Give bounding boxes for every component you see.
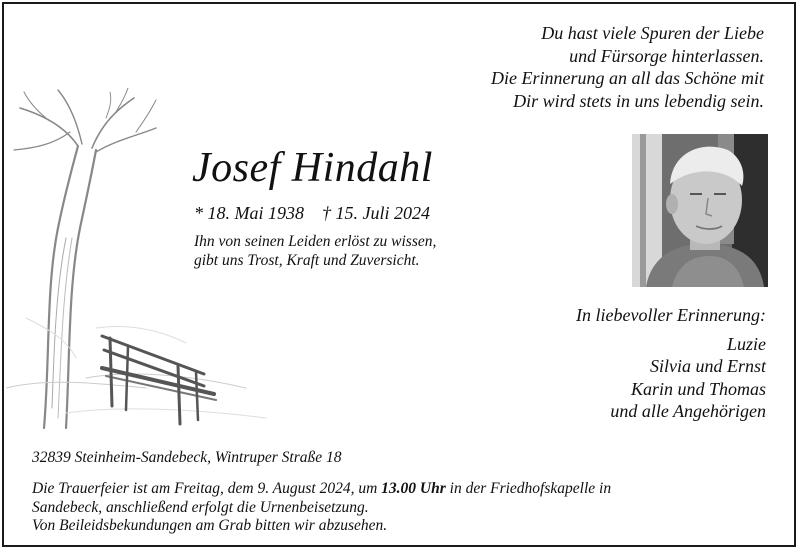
poem: [344, 22, 764, 112]
life-dates: [194, 203, 430, 224]
poem-line: und Fürsorge hinterlassen.: [569, 45, 764, 66]
mourners-heading: In liebevoller Erinnerung:: [576, 305, 766, 325]
funeral-line-1: [32, 480, 772, 499]
deceased-name: Josef Hindahl: [192, 145, 433, 191]
death-date: † 15. Juli 2024: [322, 203, 430, 223]
comfort-quote: [194, 232, 436, 270]
poem-line: Die Erinnerung an all das Schöne mit: [491, 68, 764, 88]
birth-date: * 18. Mai 1938: [194, 203, 304, 223]
family-address: 32839 Steinheim-Sandebeck, Wintruper Straße 18: [32, 449, 342, 466]
funeral-text: Die Trauerfeier ist am Freitag, dem 9. August 2024, um: [32, 480, 382, 497]
funeral-time: 13.00 Uhr: [381, 480, 446, 497]
mourner-name: und alle Angehörigen: [610, 401, 766, 421]
funeral-line-2: Sandebeck, anschließend erfolgt die Urnenbeisetzung.: [32, 498, 369, 516]
funeral-text: in der Friedhofskapelle in: [445, 480, 612, 497]
mourner-name: Luzie: [726, 333, 766, 354]
mourners-block: [466, 304, 766, 423]
poem-line: Dir wird stets in uns lebendig sein.: [513, 90, 764, 111]
funeral-line-3: Von Beileidsbekundungen am Grab bitten wir abzusehen.: [32, 517, 388, 534]
funeral-info: [32, 480, 772, 536]
quote-line: Ihn von seinen Leiden erlöst zu wissen,: [194, 233, 437, 250]
mourner-name: Silvia und Ernst: [650, 356, 766, 376]
portrait-photo: [632, 134, 768, 287]
mourner-name: Karin und Thomas: [630, 378, 766, 399]
quote-line: gibt uns Trost, Kraft und Zuversicht.: [194, 252, 420, 269]
poem-line: Du hast viele Spuren der Liebe: [541, 23, 764, 43]
